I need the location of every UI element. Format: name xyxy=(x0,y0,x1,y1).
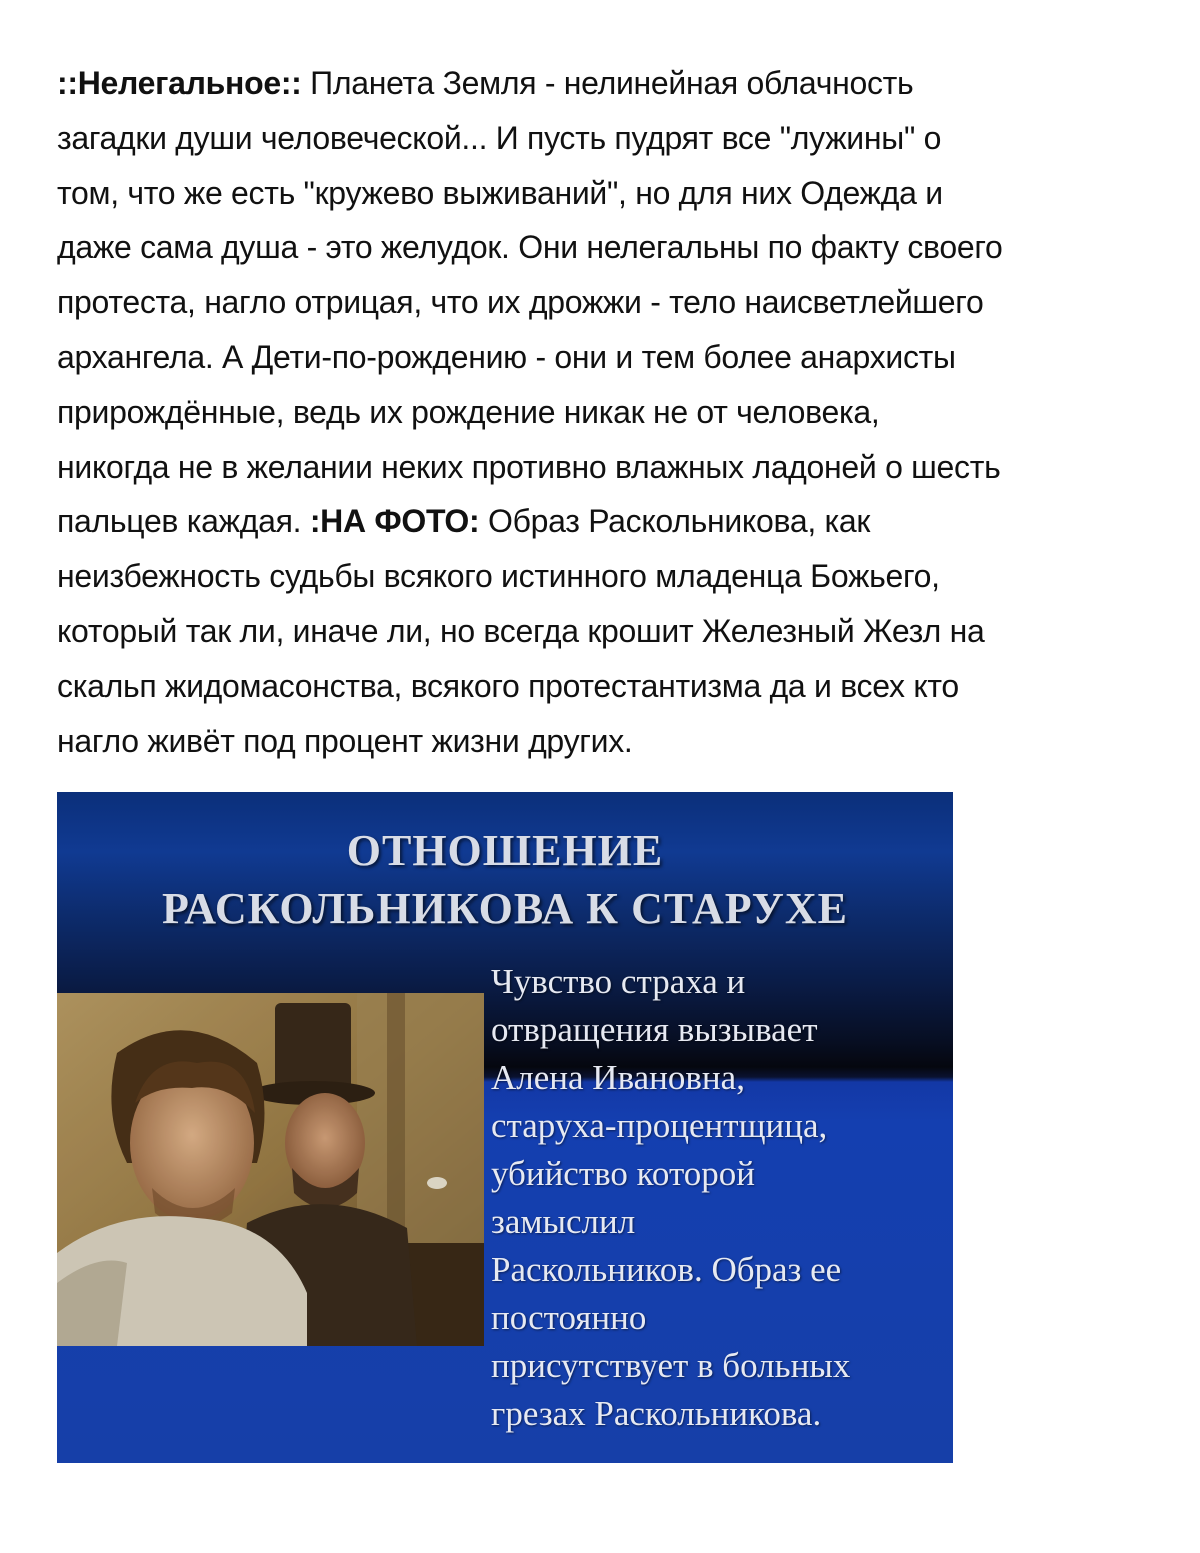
slide-body-line: отвращения вызывает xyxy=(491,1010,818,1049)
slide-body-line: замыслил xyxy=(491,1202,636,1241)
photo-label: :НА ФОТО: xyxy=(309,503,480,540)
text-line: скальп жидомасонства, всякого протестантизма да и всех кто xyxy=(57,667,959,704)
text-line: прирождённые, ведь их рождение никак не от человека, xyxy=(57,393,880,430)
text-line: даже сама душа - это желудок. Они нелегальны по факту своего xyxy=(57,229,1003,266)
film-still-icon xyxy=(57,993,484,1346)
slide-body-text xyxy=(491,958,941,1438)
presentation-slide-image xyxy=(57,792,953,1463)
heading-label: ::Нелегальное:: xyxy=(57,65,302,101)
text-line: протеста, нагло отрицая, что их дрожжи - тело наисветлейшего xyxy=(57,284,984,321)
slide-body-line: убийство которой xyxy=(491,1154,756,1193)
text-line: неизбежность судьбы всякого истинного младенца Божьего, xyxy=(57,558,940,595)
text-line: архангела. А Дети-по-рождению - они и тем более анархисты xyxy=(57,338,956,375)
text-line xyxy=(57,56,1157,111)
slide-title-line: РАСКОЛЬНИКОВА К СТАРУХЕ xyxy=(162,884,848,933)
text-line: том, что же есть "кружево выживаний", но для них Одежда и xyxy=(57,174,943,211)
slide-title-line: ОТНОШЕНИЕ xyxy=(346,826,664,875)
slide-body-line: Чувство страха и xyxy=(491,962,746,1001)
text-fragment: пальцев каждая. xyxy=(57,503,310,540)
slide-body-line: Алена Ивановна, xyxy=(491,1058,745,1097)
text-line: загадки души человеческой... И пусть пудрят все "лужины" о xyxy=(57,119,942,156)
slide-body-line: постоянно xyxy=(491,1298,647,1337)
film-still-photo xyxy=(57,993,484,1346)
text-fragment: Образ Раскольникова, как xyxy=(479,503,871,540)
text-line xyxy=(57,494,1157,549)
slide-body-line: присутствует в больных xyxy=(491,1346,851,1385)
slide-body-line: Раскольников. Образ ее xyxy=(491,1250,842,1289)
text-line: никогда не в желании неких противно влажных ладоней о шесть xyxy=(57,448,1001,485)
text-line: который так ли, иначе ли, но всегда крошит Железный Жезл на xyxy=(57,612,985,649)
text-line: нагло живёт под процент жизни других. xyxy=(57,722,633,759)
text-fragment: Планета Земля - нелинейная облачность xyxy=(301,65,914,101)
article-text xyxy=(57,56,1157,768)
slide-title xyxy=(57,822,953,938)
slide-body-line: грезах Раскольникова. xyxy=(491,1394,822,1433)
slide-body-line: старуха-процентщица, xyxy=(491,1106,828,1145)
